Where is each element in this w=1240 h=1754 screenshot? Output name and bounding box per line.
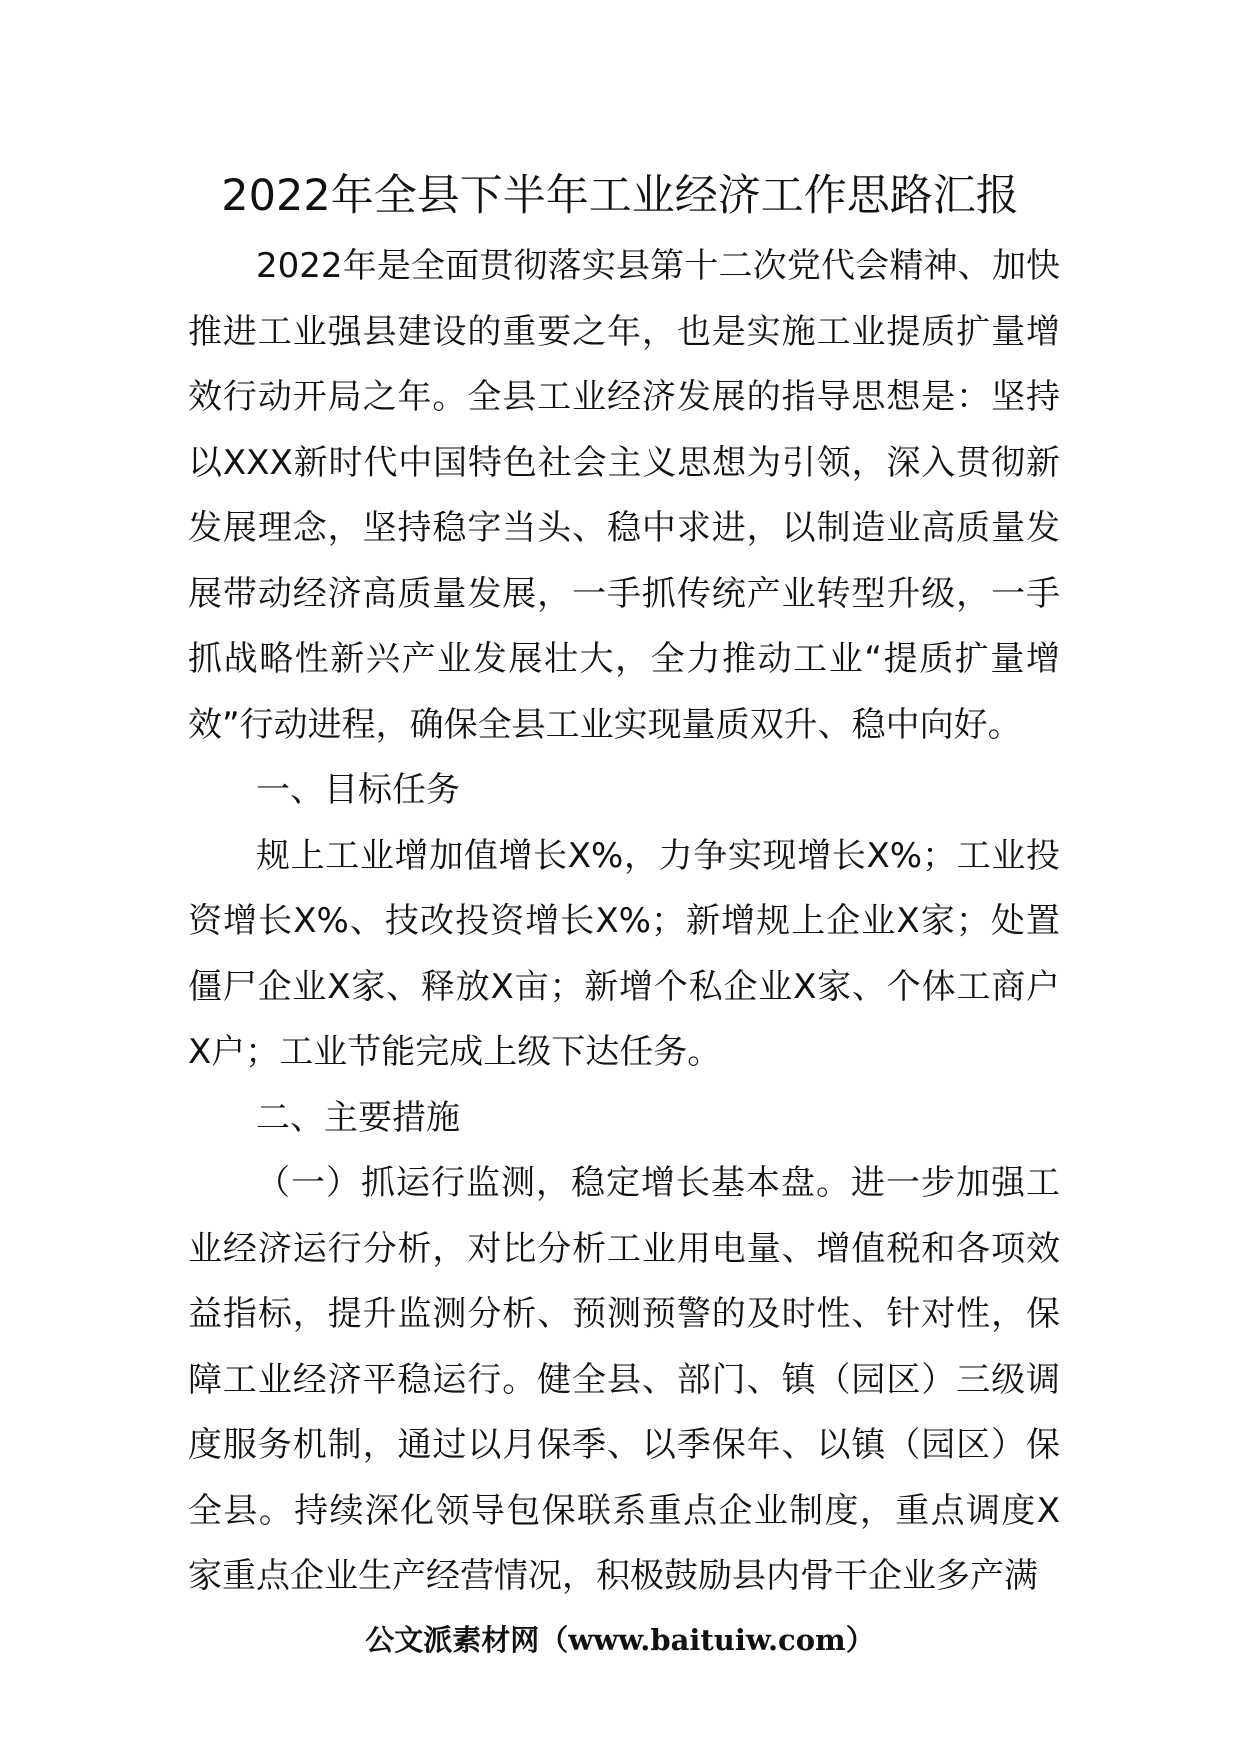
- section-heading-goals: 一、目标任务: [256, 770, 460, 810]
- document-title: 2022年全县下半年工业经济工作思路汇报: [221, 171, 1019, 221]
- document-body: [188, 234, 1060, 1610]
- intro-paragraph: 2022年是全面贯彻落实县第十二次党代会精神、加快推进工业强县建设的重要之年，也是实施工业提质扩量增效行动开局之年。全县工业经济发展的指导思想是：坚持以XXX新时代中国特色社会主义思想为引领，深入贯彻新发展理念，坚持稳字当头、稳中求进，以制造业高质量发展带动经济高质量发展，一手抓传统产业转型升级，一手抓战略性新兴产业发展壮大，全力推动工业“提质扩量增效”行动进程，确保全县工业实现量质双升、稳中向好。: [188, 246, 1060, 745]
- section-heading-measures: 二、主要措施: [256, 1097, 460, 1138]
- footer-watermark: 公文派素材网（www.baituiw.com）: [365, 1623, 875, 1657]
- goals-paragraph: 规上工业增加值增长X%，力争实现增长X%；工业投资增长X%、技改投资增长X%；新增规上企业X家；处置僵尸企业X家、释放X亩；新增个私企业X家、个体工商户X户；工业节能完成上级下达任务。: [188, 835, 1060, 1072]
- measures-paragraph-1: （一）抓运行监测，稳定增长基本盘。进一步加强工业经济运行分析，对比分析工业用电量、增值税和各项效益指标，提升监测分析、预测预警的及时性、针对性，保障工业经济平稳运行。健全县、部门、镇（园区）三级调度服务机制，通过以月保季、以季保年、以镇（园区）保全县。持续深化领导包保联系重点企业制度，重点调度X家重点企业生产经营情况，积极鼓励县内骨干企业多产满: [188, 1163, 1060, 1596]
